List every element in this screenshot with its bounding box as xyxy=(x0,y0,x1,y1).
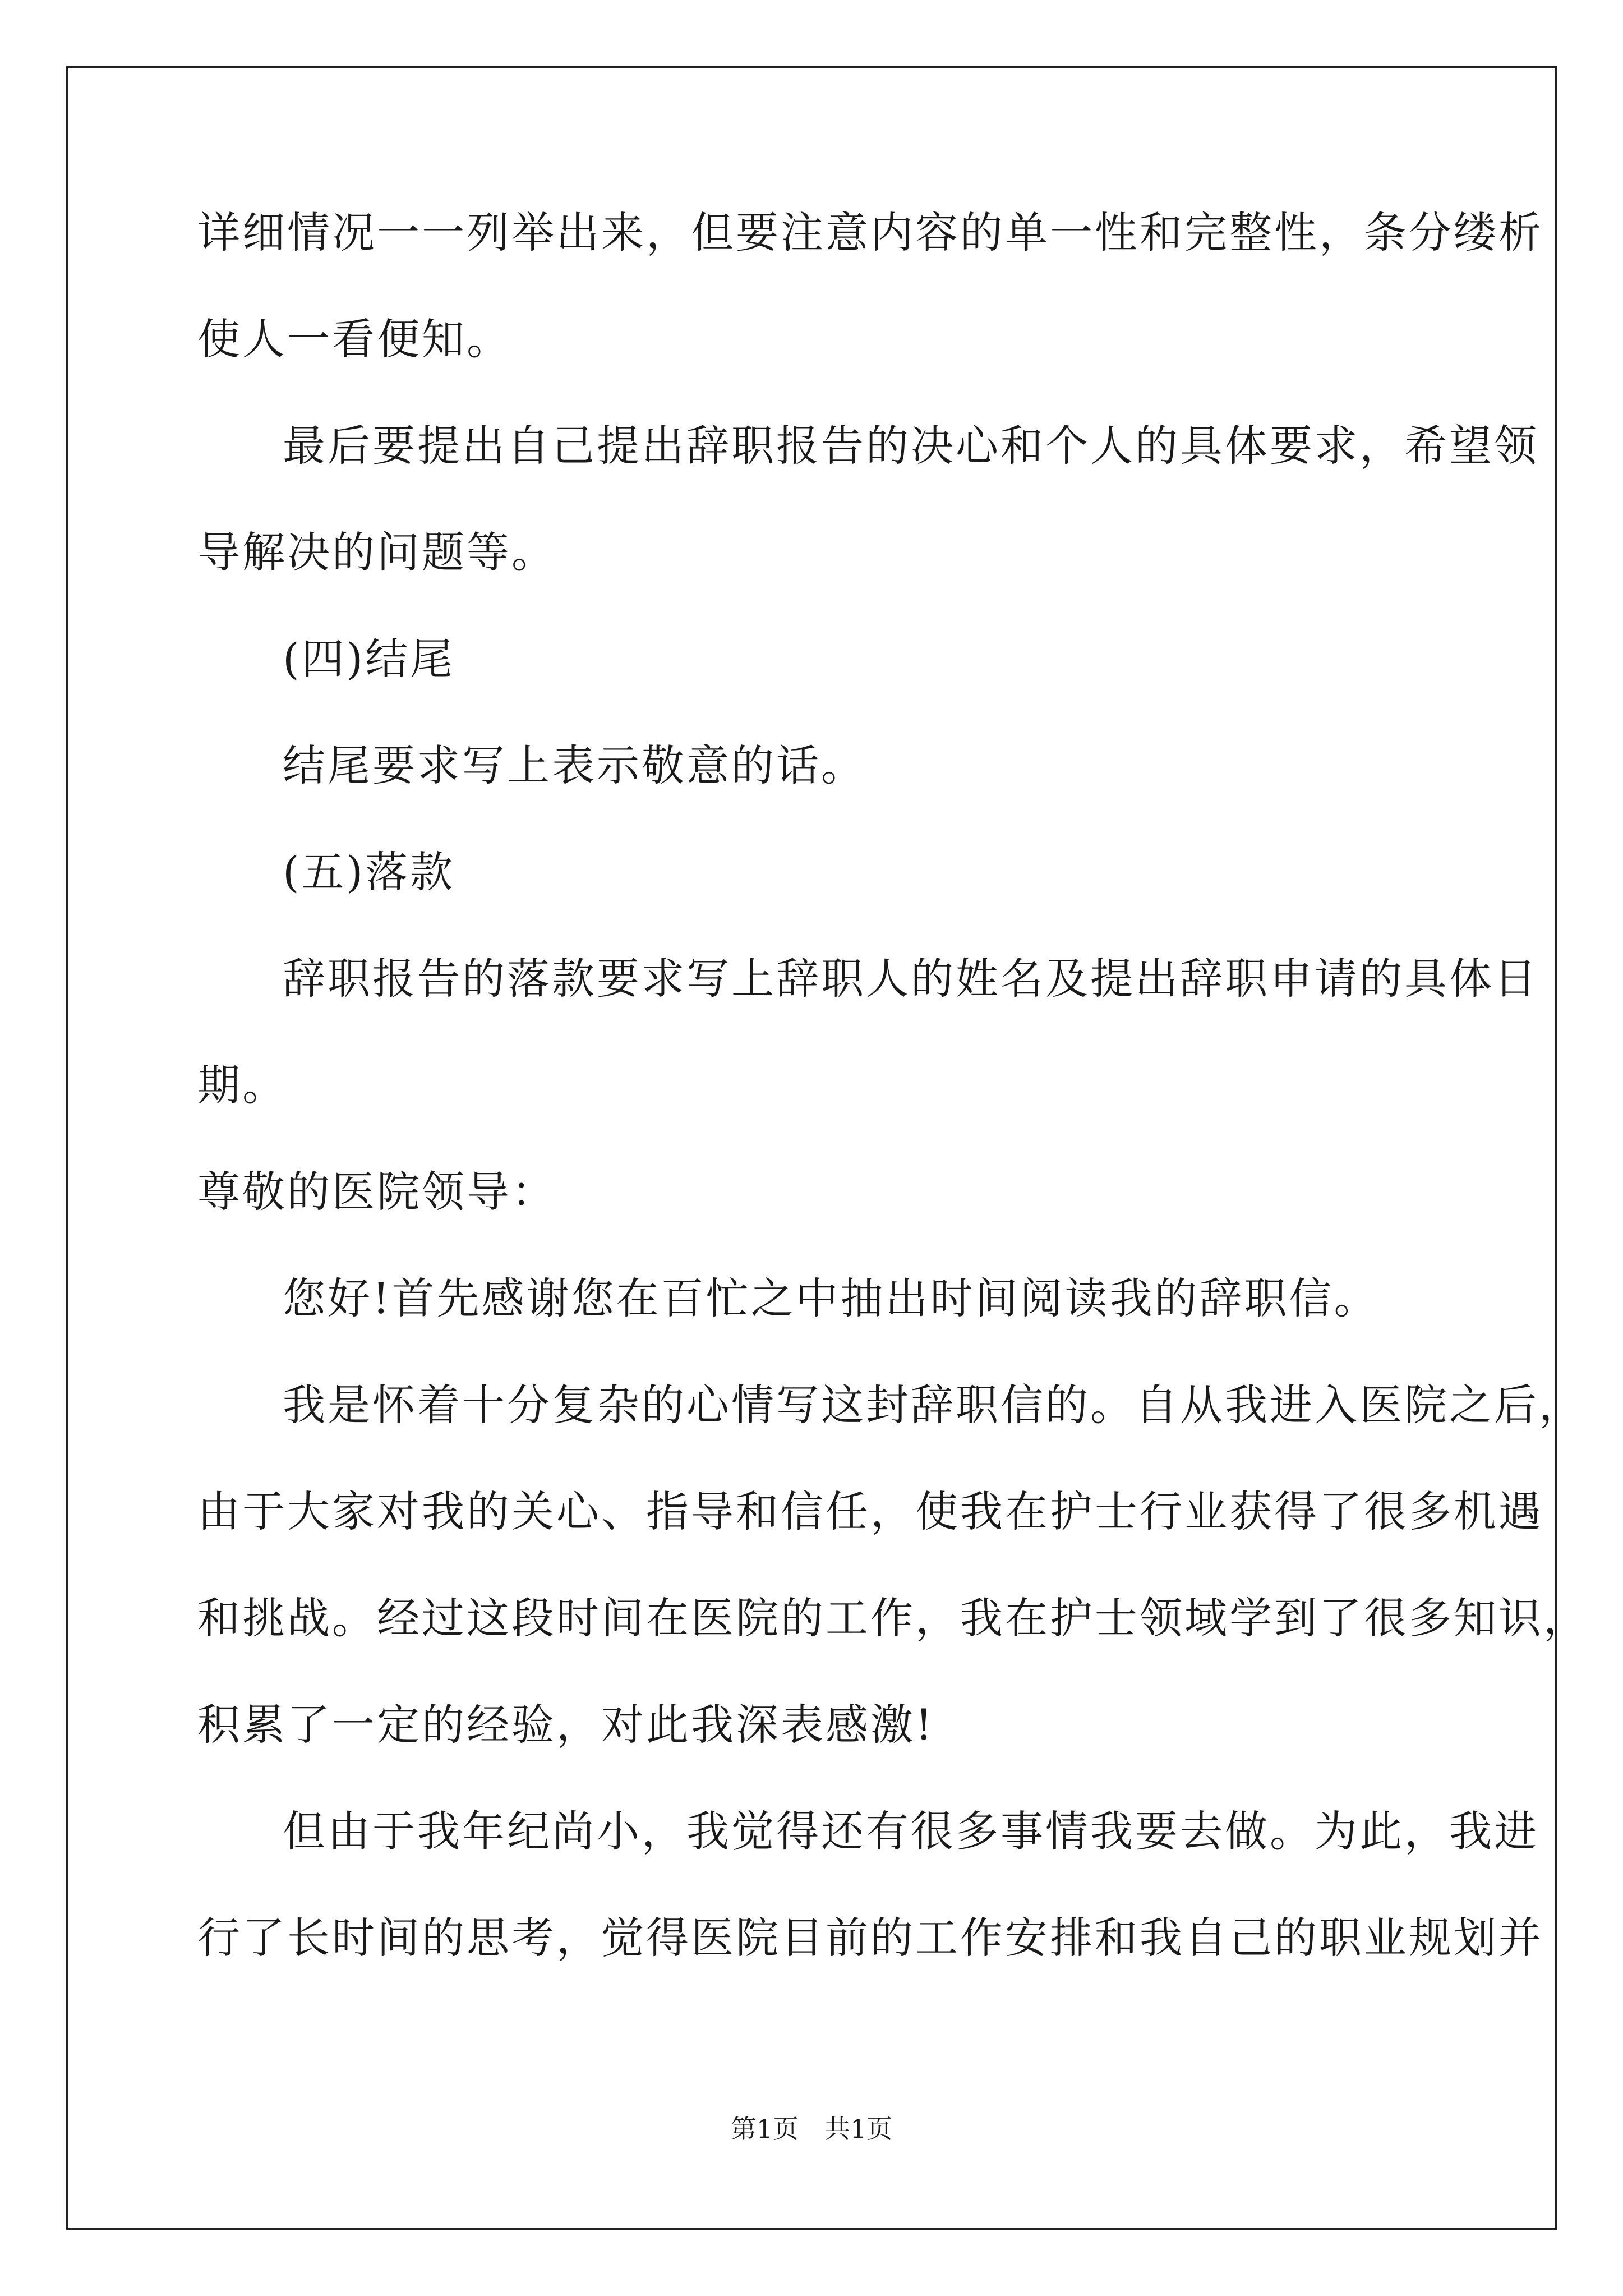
text-line-12: 我是怀着十分复杂的心情写这封辞职信的。自从我进入医院之后， xyxy=(283,1380,1584,1430)
text-line-9: 期。 xyxy=(197,1060,287,1110)
page-number-footer: 第1页 共1页 xyxy=(730,2114,893,2144)
text-line-4: 导解决的问题等。 xyxy=(197,527,556,577)
text-line-14: 和挑战。经过这段时间在医院的工作，我在护士领域学到了很多知识， xyxy=(197,1593,1588,1643)
text-line-3: 最后要提出自己提出辞职报告的决心和个人的具体要求，希望领 xyxy=(283,421,1539,471)
text-line-16: 但由于我年纪尚小，我觉得还有很多事情我要去做。为此，我进 xyxy=(283,1806,1539,1856)
text-line-15: 积累了一定的经验，对此我深表感激! xyxy=(197,1700,935,1750)
text-line-2: 使人一看便知。 xyxy=(197,314,511,364)
text-line-8: 辞职报告的落款要求写上辞职人的姓名及提出辞职申请的具体日 xyxy=(283,954,1539,1004)
section-heading-signature: (五)落款 xyxy=(283,847,455,897)
letter-salutation: 尊敬的医院领导： xyxy=(197,1167,556,1217)
text-line-13: 由于大家对我的关心、指导和信任，使我在护士行业获得了很多机遇 xyxy=(197,1487,1543,1536)
text-line-6: 结尾要求写上表示敬意的话。 xyxy=(283,740,866,790)
text-line-11: 您好!首先感谢您在百忙之中抽出时间阅读我的辞职信。 xyxy=(283,1273,1379,1323)
text-line-17: 行了长时间的思考，觉得医院目前的工作安排和我自己的职业规划并 xyxy=(197,1913,1543,1963)
text-line-1: 详细情况一一列举出来，但要注意内容的单一性和完整性，条分缕析 xyxy=(197,208,1543,257)
section-heading-ending: (四)结尾 xyxy=(283,634,455,684)
page-border xyxy=(66,66,1557,2230)
